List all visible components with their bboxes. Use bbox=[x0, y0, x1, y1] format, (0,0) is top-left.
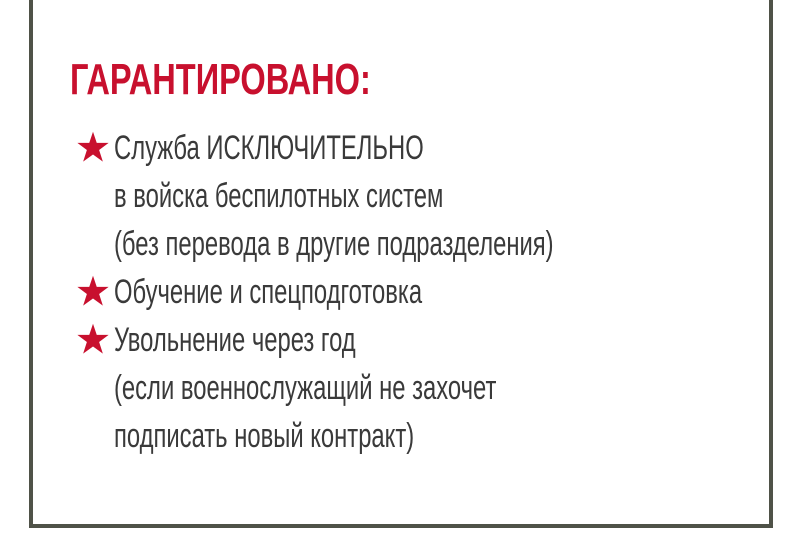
list-item-text: (если военнослужащий не захочет bbox=[114, 369, 497, 407]
list-item-text: Увольнение через год bbox=[114, 321, 356, 359]
list-item-text: в войска беспилотных систем bbox=[114, 177, 444, 215]
list-item-service bbox=[76, 124, 742, 268]
guarantee-list bbox=[76, 124, 742, 460]
list-item-text: (без перевода в другие подразделения) bbox=[114, 225, 554, 263]
list-item-text: Служба ИСКЛЮЧИТЕЛЬНО bbox=[114, 129, 424, 167]
list-item-text: подписать новый контракт) bbox=[114, 417, 415, 455]
list-item-text: Обучение и спецподготовка bbox=[114, 273, 423, 311]
list-item-training bbox=[76, 268, 742, 316]
star-icon bbox=[76, 274, 110, 308]
star-icon bbox=[76, 130, 110, 164]
guarantee-heading: ГАРАНТИРОВАНО: bbox=[70, 55, 371, 104]
star-icon bbox=[76, 322, 110, 356]
list-item-discharge bbox=[76, 316, 742, 460]
